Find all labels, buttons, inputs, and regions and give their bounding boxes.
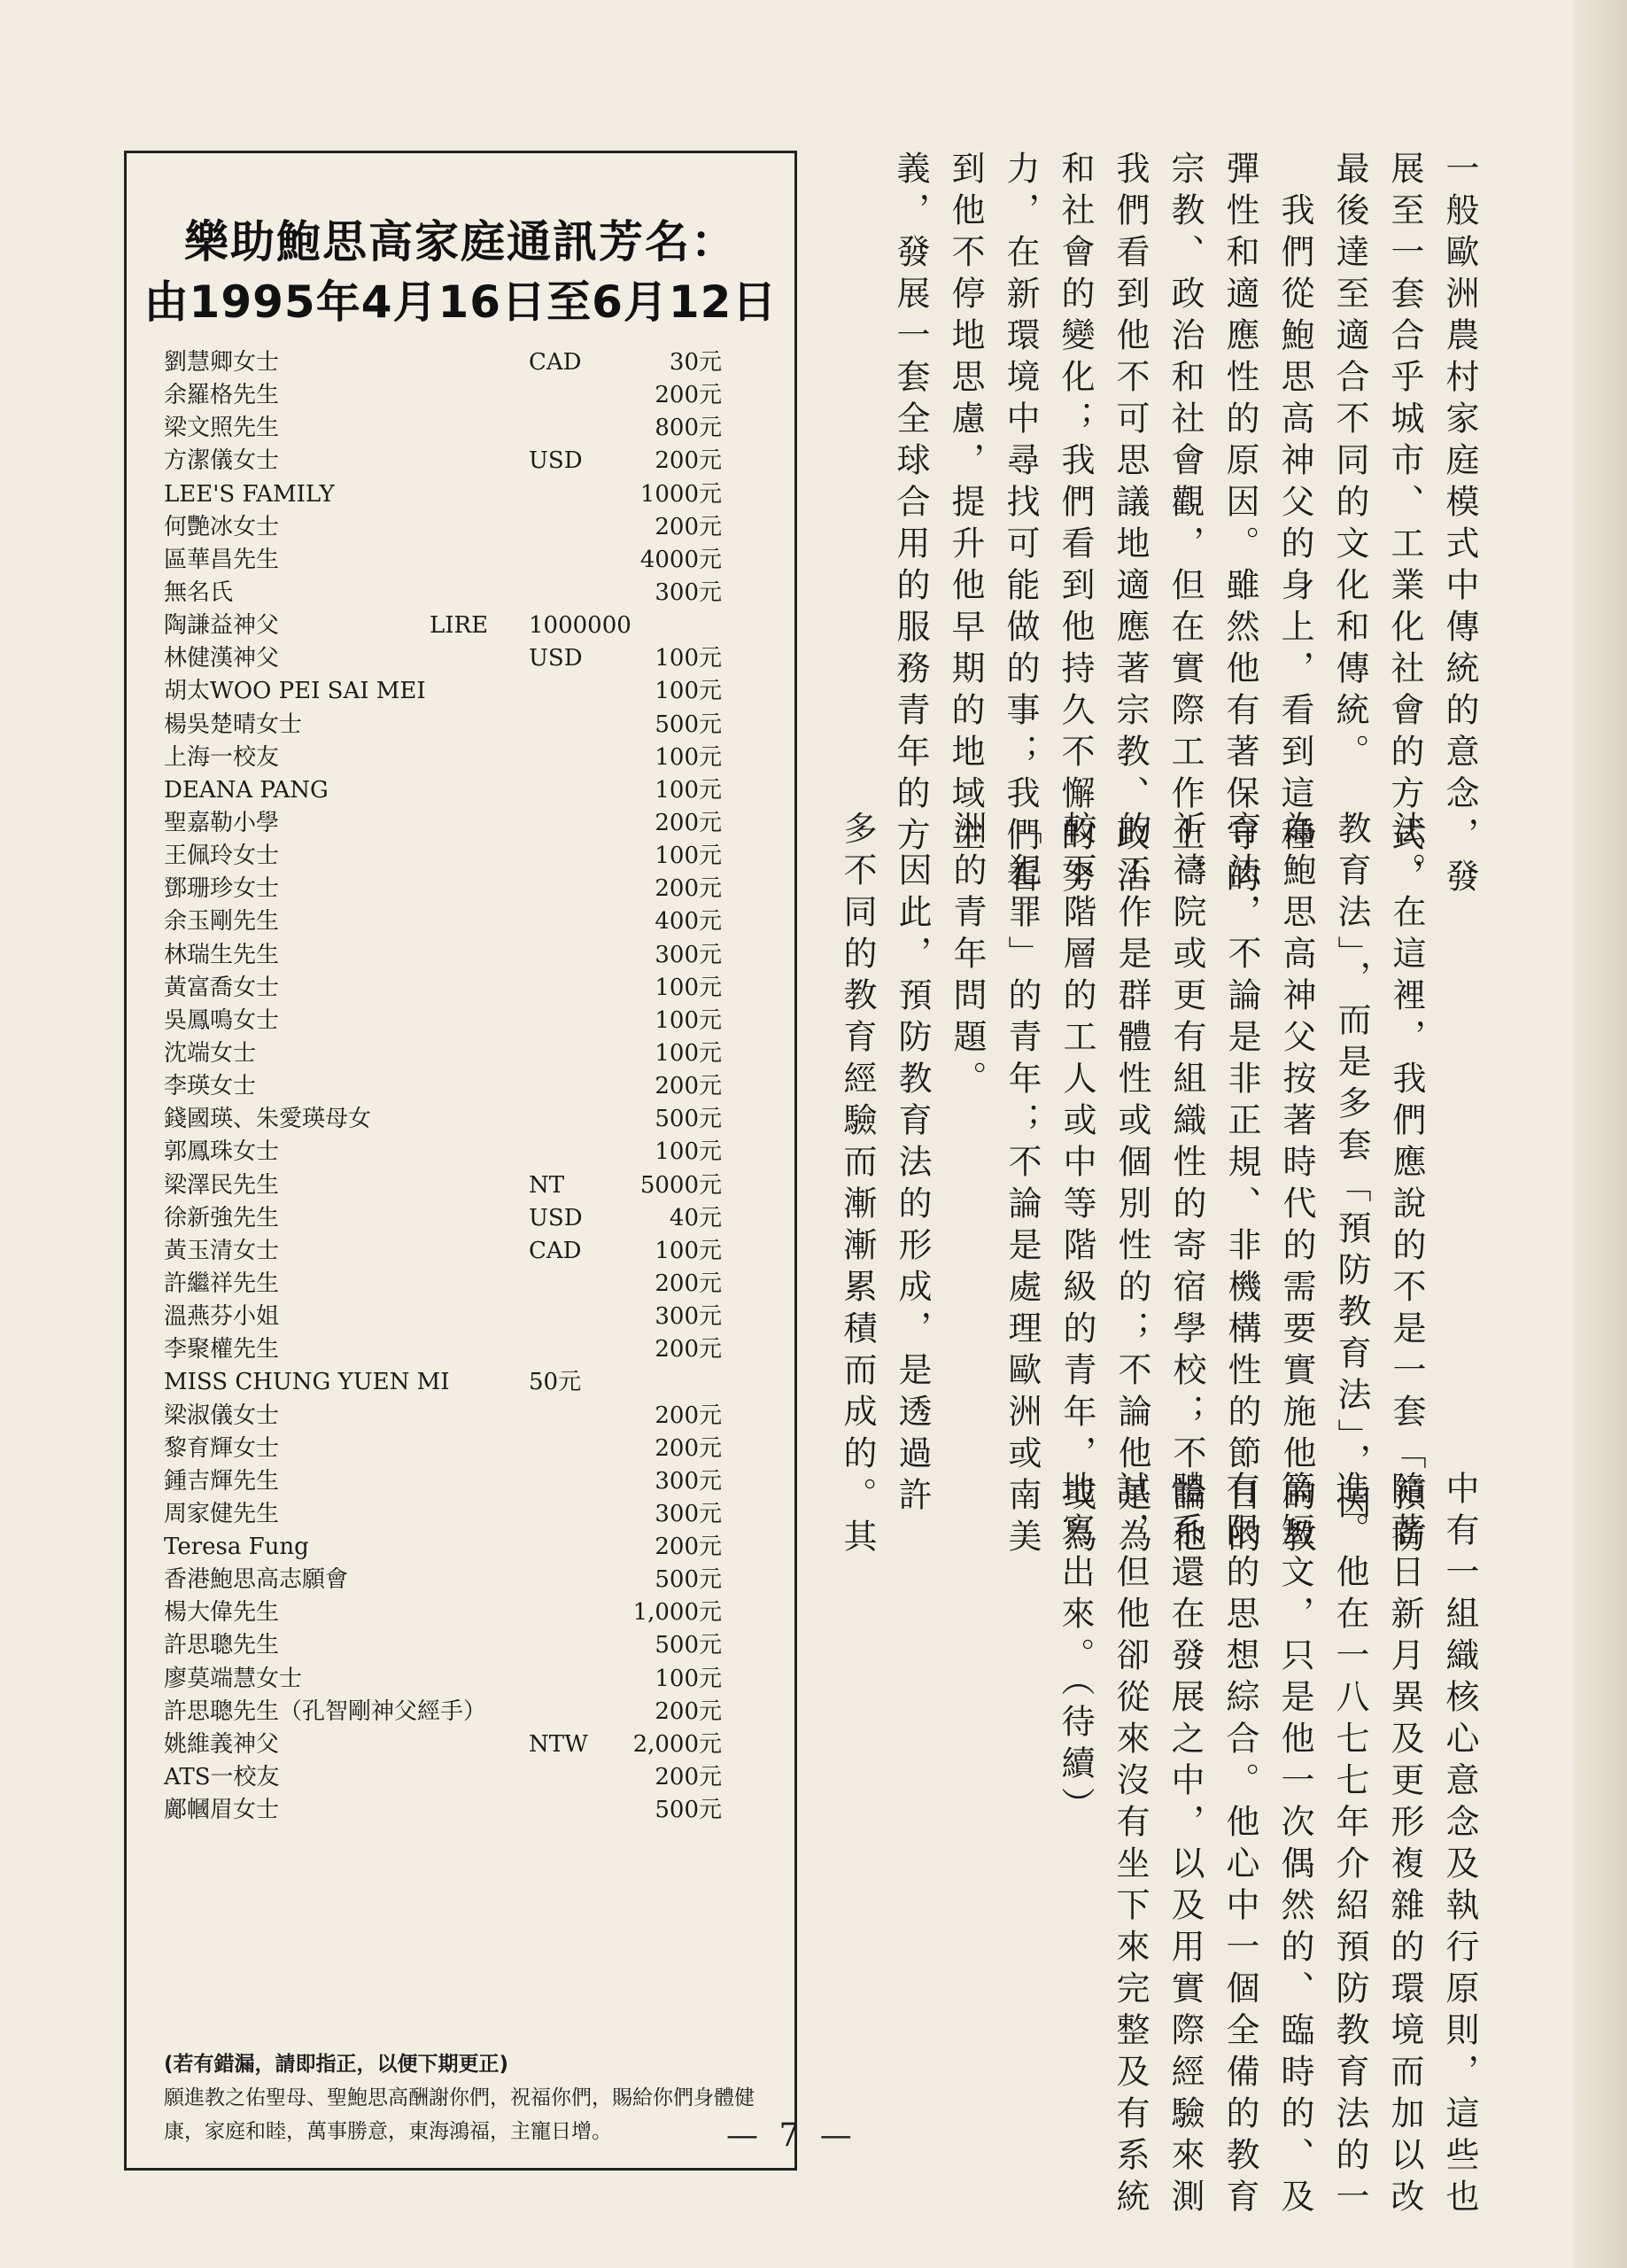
donor-amount: 200元 (655, 1073, 722, 1100)
donor-amount: 100元 (655, 843, 722, 870)
article-column: 篇短文，只是他一次偶然的、臨時的、及 (1275, 1471, 1314, 2220)
donor-row (164, 1564, 784, 1596)
article-column: 我們從鮑思高神父的身上，看到這種 (1275, 151, 1314, 858)
article-column: 的工作是群體性或個別性的；不論他是為 (1112, 811, 1151, 1560)
donor-name: 廖莫端慧女士 (164, 1665, 303, 1692)
donor-name: 區華昌先生 (164, 546, 280, 573)
donor-name: 聖嘉勒小學 (164, 809, 280, 836)
donor-amount: 300元 (655, 941, 722, 968)
donor-row (164, 1202, 784, 1235)
donor-row (164, 1070, 784, 1103)
donor-amount: 200元 (655, 809, 722, 836)
donor-amount: 300元 (655, 1303, 722, 1331)
donor-row (164, 577, 784, 610)
donor-amount: 200元 (655, 1270, 722, 1297)
donor-row (164, 1596, 784, 1629)
donor-row (164, 1366, 784, 1399)
article-column: 展至一套合乎城市、工業化社會的方式， (1385, 151, 1424, 900)
donor-name: 溫燕芬小姐 (164, 1303, 280, 1331)
donor-name: 林健漢神父 (164, 645, 280, 672)
donor-row (164, 1235, 784, 1268)
article-column: 我們看到他不可思議地適應著宗教、政治 (1111, 151, 1150, 900)
article-column: 洲的青年問題。 (948, 811, 987, 1102)
article-column: 力，在新環境中尋找可能做的事；我們看 (1001, 151, 1040, 900)
donor-list (164, 346, 784, 1827)
donor-row (164, 1136, 784, 1169)
donor-row (164, 905, 784, 938)
donor-name: 許思聰先生 (164, 1632, 280, 1659)
donor-name: 方潔儀女士 (164, 447, 280, 475)
article-column: 較下階層的工人或中等階級的青年，或為 (1058, 811, 1096, 1560)
article-column: 隨著日新月異及更形複雜的環境而加以改 (1385, 1471, 1424, 2220)
donor-amount: 100元 (655, 1665, 722, 1692)
donor-name: 余羅格先生 (164, 382, 280, 409)
donor-amount: 300元 (655, 1467, 722, 1495)
donor-row (164, 1629, 784, 1662)
donor-name: 黃富喬女士 (164, 974, 280, 1001)
donor-amount: 40元 (669, 1204, 722, 1231)
donor-name: 周家健先生 (164, 1500, 280, 1527)
donor-amount: 200元 (655, 447, 722, 475)
donor-name: 何艷冰女士 (164, 513, 280, 540)
donor-row (164, 1333, 784, 1366)
donor-row (164, 544, 784, 577)
donor-name: 楊大偉先生 (164, 1599, 280, 1627)
donor-currency: 50元 (529, 1369, 582, 1396)
donor-amount: 100元 (655, 974, 722, 1001)
donor-amount: 100元 (655, 1237, 722, 1264)
article-column: 地寫出來。（待續） (1056, 1471, 1095, 1829)
donor-name: 李瑛女士 (164, 1073, 257, 1100)
donor-amount: 2,000元 (632, 1730, 722, 1758)
donor-amount: 200元 (655, 513, 722, 540)
article-column: 義，發展一套全球合用的服務青年的方 (891, 151, 930, 858)
donor-amount: 200元 (655, 1336, 722, 1363)
donor-currency: NT (529, 1171, 565, 1199)
donor-row (164, 1037, 784, 1070)
donor-row (164, 1498, 784, 1531)
donor-row (164, 1169, 784, 1202)
donor-amount: 200元 (655, 1697, 722, 1725)
donor-amount: 100元 (655, 776, 722, 804)
donor-row (164, 939, 784, 972)
donor-amount: 300元 (655, 1500, 722, 1527)
donor-amount: 200元 (655, 382, 722, 409)
donor-box-title: 樂助鮑思高家庭通訊芳名： (184, 216, 737, 268)
donor-amount: 500元 (655, 1566, 722, 1594)
donor-row (164, 1531, 784, 1564)
donor-name: 王佩玲女士 (164, 843, 280, 870)
correction-note-heading: (若有錯漏，請即指正，以便下期更正) (164, 2053, 509, 2076)
donor-name: 林瑞生先生 (164, 941, 280, 968)
donor-name: 吳鳳鳴女士 (164, 1006, 280, 1034)
article-column: 因此，預防教育法的形成，是透過許 (893, 811, 932, 1518)
donor-amount: 1000元 (639, 480, 722, 508)
donor-name: 錢國瑛、朱愛瑛母女 (164, 1106, 372, 1133)
donor-amount: 100元 (655, 1006, 722, 1034)
donor-currency: USD (529, 447, 583, 475)
donor-name: 余玉剛先生 (164, 908, 280, 936)
donor-name: 黎育輝女士 (164, 1434, 280, 1462)
article-column: 到他不停地思慮，提升他早期的地域主 (946, 151, 985, 858)
donor-row (164, 511, 784, 544)
article-column: 教育法」，而是多套「預防教育法」，因 (1332, 811, 1371, 1526)
donor-row (164, 840, 784, 873)
donor-currency: USD (529, 645, 583, 672)
article-column: 最後達至適合不同的文化和傳統。 (1330, 151, 1369, 775)
article-column: 為鮑思高神父按著時代的需要實施他的教 (1277, 811, 1316, 1560)
donor-amount: 200元 (655, 1534, 722, 1561)
donor-name: 陶謙益神父 (164, 612, 280, 640)
donor-row (164, 807, 784, 840)
donor-currency: USD (529, 1204, 583, 1231)
donor-name: Teresa Fung (164, 1534, 309, 1561)
donor-row (164, 1268, 784, 1301)
donor-row (164, 1761, 784, 1794)
donor-currency: CAD (529, 349, 582, 376)
article-column: 宗教、政治和社會觀，但在實際工作上， (1166, 151, 1205, 900)
article-column: 有限的思想綜合。他心中一個全備的教育 (1220, 1471, 1259, 2220)
donor-name: 鄧珊珍女士 (164, 875, 280, 903)
donor-row (164, 445, 784, 478)
donor-row (164, 709, 784, 742)
donor-amount: 500元 (655, 1106, 722, 1133)
donor-name: 郭鳳珠女士 (164, 1138, 280, 1166)
article-column: 中有一組織核心意念及執行原則，這些也 (1440, 1471, 1479, 2220)
donor-amount: 1,000元 (632, 1599, 722, 1627)
donor-name: 楊吳楚晴女士 (164, 711, 303, 738)
donor-row (164, 412, 784, 445)
donor-row (164, 1794, 784, 1827)
donor-amount: 200元 (655, 875, 722, 903)
donor-name: LEE'S FAMILY (164, 480, 335, 508)
donor-amount: 200元 (655, 1764, 722, 1791)
donor-amount: 100元 (655, 743, 722, 771)
donor-row (164, 1301, 784, 1333)
donor-name: 梁文照先生 (164, 415, 280, 442)
article-column: 試，但他卻從來沒有坐下來完整及有系統 (1111, 1471, 1150, 2220)
donor-list-box (124, 151, 797, 2171)
article-column: 法。在這裡，我們應說的不是一套「預防 (1387, 811, 1426, 1560)
donor-row (164, 346, 784, 379)
donor-name: MISS CHUNG YUEN MI (164, 1369, 450, 1396)
donor-name: ATS一校友 (164, 1764, 280, 1791)
donor-row (164, 1728, 784, 1761)
donor-row (164, 379, 784, 412)
article-column: 多不同的教育經驗而漸漸累積而成的。其 (838, 811, 877, 1560)
donor-row (164, 1696, 784, 1728)
donor-amount: 4000元 (639, 546, 722, 573)
donor-name: 梁淑儀女士 (164, 1402, 280, 1429)
article-column: 育法，不論是非正規、非機構性的節日的 (1222, 811, 1261, 1560)
donor-row (164, 972, 784, 1005)
donor-name: 許思聰先生（孔智剛神父經手） (164, 1697, 487, 1725)
correction-note (164, 2047, 775, 2148)
donor-amount: 300元 (655, 579, 722, 606)
donor-row (164, 675, 784, 708)
donor-amount: 100元 (655, 678, 722, 705)
article-column: 和社會的變化；我們看到他持久不懈的努 (1056, 151, 1095, 900)
donor-row (164, 1663, 784, 1696)
donor-row (164, 1465, 784, 1498)
page-edge-shadow (1574, 0, 1627, 2268)
blessing-text: 願進教之佑聖母、聖鮑思高酬謝你們，祝福你們，賜給你們身體健康，家庭和睦，萬事勝意，東海鴻福，主寵日增。 (164, 2086, 755, 2143)
donor-name: 上海一校友 (164, 743, 280, 771)
donor-name: 劉慧卿女士 (164, 349, 280, 376)
donor-currency: CAD (529, 1237, 582, 1264)
donor-currency: 1000000 (529, 612, 631, 640)
donor-amount: 800元 (655, 415, 722, 442)
donor-amount: 100元 (655, 645, 722, 672)
donor-row (164, 642, 784, 675)
donor-amount: 500元 (655, 1797, 722, 1824)
donor-name: 許繼祥先生 (164, 1270, 280, 1297)
donor-row (164, 1400, 784, 1433)
donor-amount: 400元 (655, 908, 722, 936)
donor-amount: 200元 (655, 1402, 722, 1429)
donor-amount: 100元 (655, 1039, 722, 1067)
donor-row (164, 1433, 784, 1465)
article-column: 彈性和適應性的原因。雖然他有著保守的 (1220, 151, 1259, 900)
donor-row (164, 873, 784, 905)
article-column: 體系還在發展之中，以及用實際經驗來測 (1166, 1471, 1205, 2220)
donor-box-date-range: 由1995年4月16日至6月12日 (143, 276, 778, 328)
article-column: 「犯罪」的青年；不論是處理歐洲或南美 (1003, 811, 1042, 1560)
donor-amount: 200元 (655, 1434, 722, 1462)
donor-name: 鄺幗眉女士 (164, 1797, 280, 1824)
donor-name: 無名氏 (164, 579, 234, 606)
donor-row (164, 774, 784, 807)
article-column: 一般歐洲農村家庭模式中傳統的意念，發 (1440, 151, 1479, 900)
donor-amount: 30元 (669, 349, 722, 376)
donor-currency-label: LIRE (430, 612, 489, 640)
donor-amount: 500元 (655, 711, 722, 738)
donor-row (164, 610, 784, 642)
donor-name: 姚維義神父 (164, 1730, 280, 1758)
donor-row (164, 742, 784, 774)
donor-name: 胡太WOO PEI SAI MEI (164, 678, 426, 705)
donor-row (164, 1103, 784, 1136)
donor-currency: NTW (529, 1730, 588, 1758)
donor-name: 徐新強先生 (164, 1204, 280, 1231)
donor-amount: 5000元 (639, 1171, 722, 1199)
donor-name: DEANA PANG (164, 776, 329, 804)
donor-name: 梁澤民先生 (164, 1171, 280, 1199)
donor-name: 鍾吉輝先生 (164, 1467, 280, 1495)
donor-name: 李聚權先生 (164, 1336, 280, 1363)
donor-name: 香港鮑思高志願會 (164, 1566, 349, 1594)
donor-row (164, 1005, 784, 1037)
donor-row (164, 478, 784, 511)
donor-name: 沈端女士 (164, 1039, 257, 1067)
donor-name: 黃玉清女士 (164, 1237, 280, 1264)
article-column: 祈禱院或更有組織性的寄宿學校；不論他 (1167, 811, 1206, 1560)
article-column: 進。他在一八七七年介紹預防教育法的一 (1330, 1471, 1369, 2220)
donor-amount: 500元 (655, 1632, 722, 1659)
donor-amount: 100元 (655, 1138, 722, 1166)
page-number: — 7 — (726, 2117, 857, 2154)
